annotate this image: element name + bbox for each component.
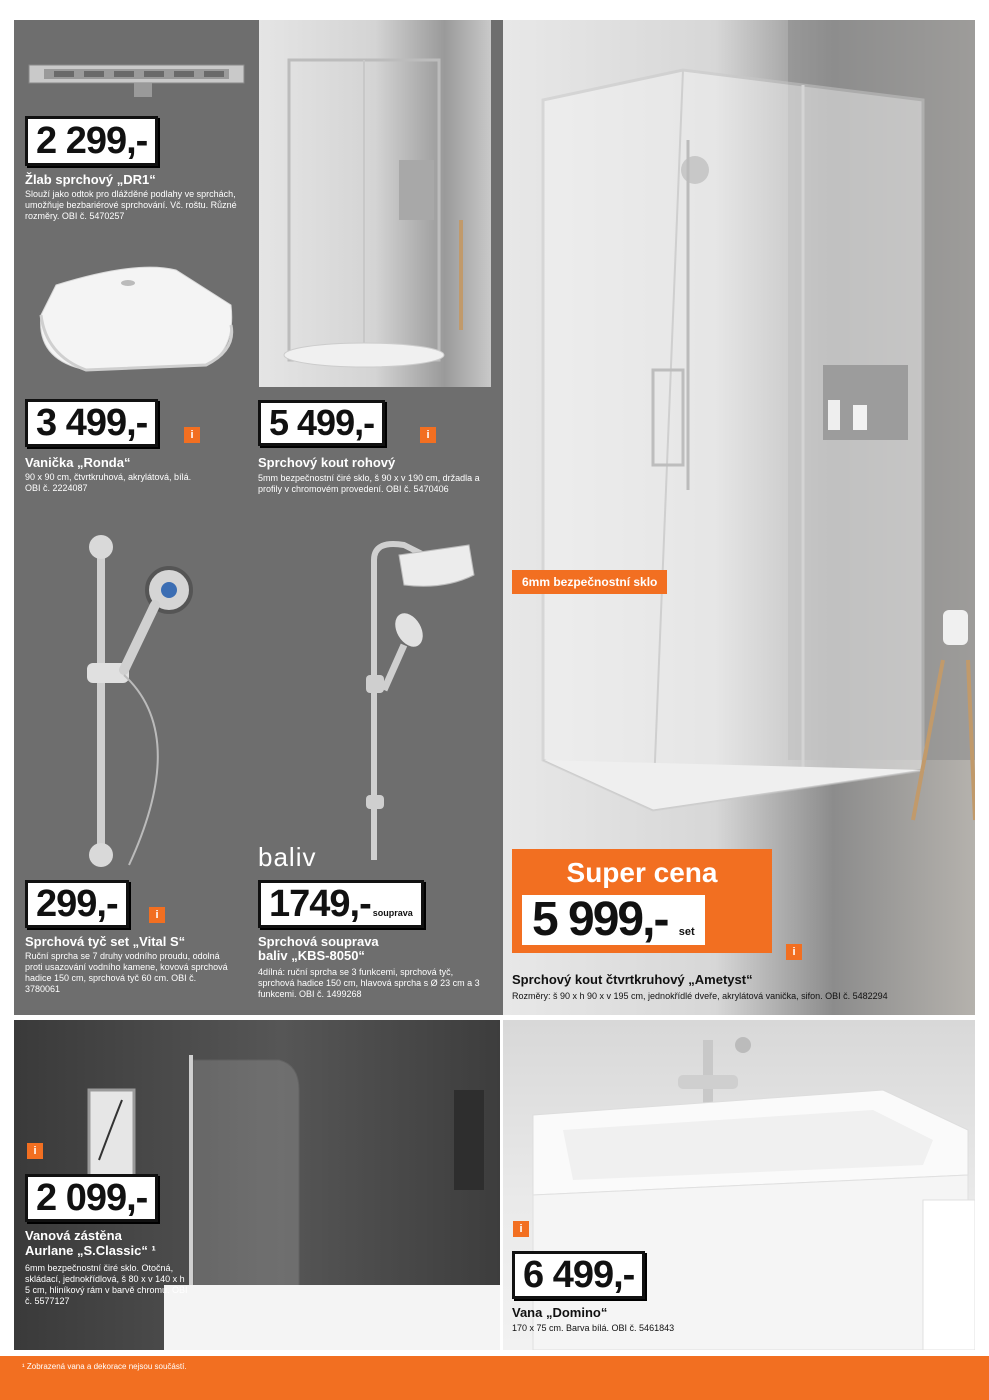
price-value: 5 499,- xyxy=(269,402,375,443)
info-icon[interactable]: i xyxy=(786,944,802,960)
price-tag-kout-rohovy xyxy=(258,400,385,446)
info-icon[interactable]: i xyxy=(513,1221,529,1237)
shower-drain-image xyxy=(24,55,254,105)
price-tag-ronda xyxy=(25,399,158,447)
price-unit: souprava xyxy=(372,908,413,918)
product-desc-kbs: 4dílná: ruční sprcha se 3 funkcemi, sprchová tyč, sprchová hadice 150 cm, hlavová sprcha s Ø 23 cm a 3 funkcemi. OBI č. 1499268 xyxy=(258,967,480,999)
product-name-ametyst: Sprchový kout čtvrtkruhový „Ametyst“ xyxy=(512,972,753,987)
shower-set-kbs-image xyxy=(344,520,484,865)
info-icon[interactable]: i xyxy=(184,427,200,443)
price-unit: set xyxy=(678,926,695,938)
product-name-kbs-line1: Sprchová souprava xyxy=(258,934,379,949)
shower-rail-image xyxy=(69,535,199,875)
price-value: 2 299,- xyxy=(36,120,148,162)
product-name-aurlane-line2: Aurlane „S.Classic“ ¹ xyxy=(25,1243,156,1258)
product-name-aurlane-line1: Vanová zástěna xyxy=(25,1228,122,1243)
baliv-logo: baliv xyxy=(258,842,317,872)
product-desc-domino: 170 x 75 cm. Barva bílá. OBI č. 5461843 xyxy=(512,1323,675,1333)
product-desc-ametyst: Rozměry: š 90 x h 90 x v 195 cm, jednokřídlé dveře, akrylátová vanička, sifon. OBI č. 5482294 xyxy=(512,991,888,1001)
price-value: 5 999,- xyxy=(532,893,668,946)
info-icon[interactable]: i xyxy=(420,427,436,443)
price-tag-kbs xyxy=(258,880,424,928)
product-name-domino: Vana „Domino“ xyxy=(512,1305,608,1320)
safety-glass-label: 6mm bezpečnostní sklo xyxy=(512,570,667,594)
info-icon[interactable]: i xyxy=(27,1143,43,1159)
product-desc-vital-s: Ruční sprcha se 7 druhy vodního proudu, odolná proti usazování vodního kamene, kovová sprchová hadice 150 cm, sprchová tyč 60 cm. OBI č. 3780061 xyxy=(25,951,228,994)
price-value: 3 499,- xyxy=(36,402,148,444)
product-name-kbs-line2: baliv „KBS-8050“ xyxy=(258,948,365,963)
product-desc-dr1: Slouží jako odtok pro dlážděné podlahy ve sprchách, umožňuje bezbariérové sprchování. Vč. roštu. Různé rozměry. OBI č. 5470257 xyxy=(25,189,237,221)
super-price-title: Super cena xyxy=(566,857,718,888)
domino-bathtub-photo xyxy=(503,1020,975,1350)
info-icon[interactable]: i xyxy=(149,907,165,923)
price-value: 299,- xyxy=(36,883,118,925)
price-tag-aurlane xyxy=(25,1174,158,1222)
product-name-kout-rohovy: Sprchový kout rohový xyxy=(258,455,396,470)
product-name-vital-s: Sprchová tyč set „Vital S“ xyxy=(25,934,186,949)
price-tag-domino xyxy=(512,1251,645,1299)
price-tag-dr1 xyxy=(25,116,158,166)
left-product-panel xyxy=(14,20,503,1015)
product-name-dr1: Žlab sprchový „DR1“ xyxy=(25,172,156,187)
price-value: 6 499,- xyxy=(523,1254,635,1296)
product-desc-ronda: 90 x 90 cm, čtvrtkruhová, akrylátová, bílá. OBI č. 2224087 xyxy=(25,472,192,493)
price-value: 1749,- xyxy=(269,883,371,925)
product-desc-aurlane: 6mm bezpečnostní čiré sklo. Otočná, skládací, jednokřídlová, š 80 x v 140 x h 5 cm, hliníkový rám v barvě chromu. OBI č. 5577127 xyxy=(25,1263,188,1306)
corner-shower-photo xyxy=(259,20,491,387)
super-price-box xyxy=(512,849,772,953)
price-value: 2 099,- xyxy=(36,1177,148,1219)
product-name-ronda: Vanička „Ronda“ xyxy=(25,455,131,470)
product-desc-kout-rohovy: 5mm bezpečnostní čiré sklo, š 90 x v 190 cm, držadla a profily v chromovém provedení. OBI č. 5470406 xyxy=(258,473,480,494)
shower-tray-image xyxy=(26,255,246,380)
price-tag-vital-s xyxy=(25,880,129,928)
price-tag-ametyst xyxy=(522,895,705,945)
footnote: ¹ Zobrazená vana a dekorace nejsou součástí. xyxy=(22,1362,187,1371)
